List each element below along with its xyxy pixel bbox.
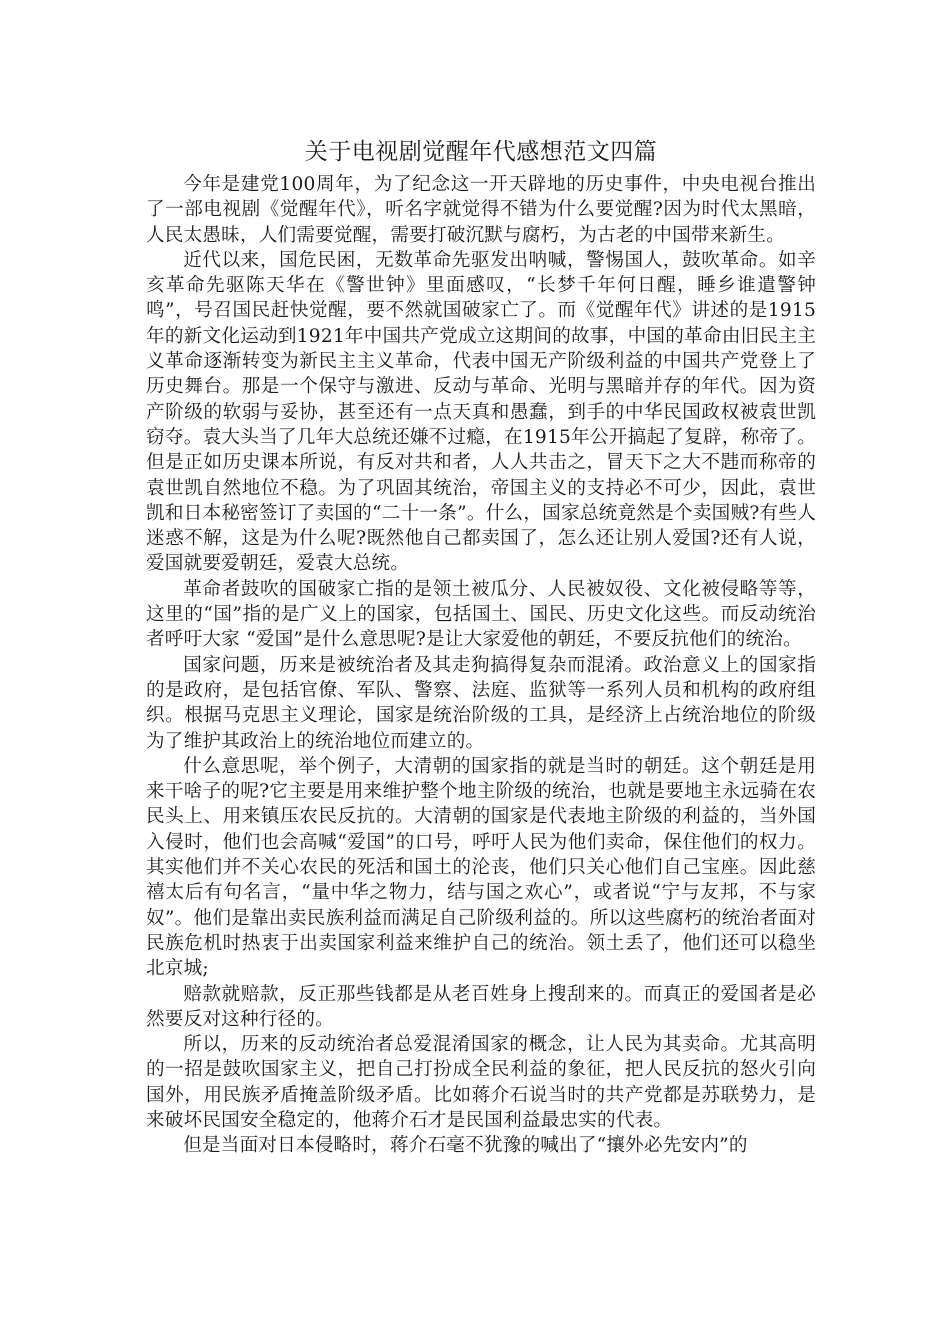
paragraph-7: 所以，历来的反动统治者总爱混淆国家的概念，让人民为其卖命。尤其高明的一招是鼓吹国家主义，把自己打扮成全民利益的象征，把人民反抗的怒火引向国外，用民族矛盾掩盖阶级矛盾。比如蒋介石说当时的共产党都是苏联势力，是来破坏民国安全稳定的，他蒋介石才是民国利益最忠实的代表。 xyxy=(146,1034,816,1131)
paragraph-6: 赔款就赔款，反正那些钱都是从老百姓身上搜刮来的。而真正的爱国者是必然要反对这种行径的。 xyxy=(146,983,816,1030)
paragraph-8: 但是当面对日本侵略时，蒋介石毫不犹豫的喊出了“攘外必先安内”的 xyxy=(183,1135,748,1157)
paragraph-1: 今年是建党100周年，为了纪念这一开天辟地的历史事件，中央电视台推出了一部电视剧《觉醒年代》，听名字就觉得不错为什么要觉醒?因为时代太黑暗，人民太愚昧，人们需要觉醒，需要打破沉默与腐朽，为古老的中国带来新生。 xyxy=(146,174,816,246)
paragraph-3: 革命者鼓吹的国破家亡指的是领土被瓜分、人民被奴役、文化被侵略等等，这里的“国”指的是广义上的国家，包括国土、国民、历史文化这些。而反动统治者呼吁大家 “爱国”是什么意思呢?是让大家爱他的朝廷，不要反抗他们的统治。 xyxy=(146,578,816,651)
document-title: 关于电视剧觉醒年代感想范文四篇 xyxy=(304,139,658,165)
paragraph-2: 近代以来，国危民困，无数革命先驱发出呐喊，警惕国人，鼓吹革命。如辛亥革命先驱陈天华在《警世钟》里面感叹，“长梦千年何日醒，睡乡谁遣警钟鸣”，号召国民赶快觉醒，要不然就国破家亡了。而《觉醒年代》讲述的是1915年的新文化运动到1921年中国共产党成立这期间的故事，中国的革命由旧民主主义革命逐渐转变为新民主主义革命，代表中国无产阶级利益的中国共产党登上了历史舞台。那是一个保守与激进、反动与革命、光明与黑暗并存的年代。因为资产阶级的软弱与妥协，甚至还有一点天真和愚蠢，到手的中华民国政权被袁世凯窃夺。袁大头当了几年大总统还嫌不过瘾，在1915年公开搞起了复辟，称帝了。但是正如历史课本所说，有反对共和者，人人共击之，冒天下之大不韪而称帝的袁世凯自然地位不稳。为了巩固其统治，帝国主义的支持必不可少，因此，袁世凯和日本秘密签订了卖国的“二十一条”。什么，国家总统竟然是个卖国贼?有些人迷惑不解，这是为什么呢?既然他自己都卖国了，怎么还让别人爱国?还有人说，爱国就要爱朝廷，爱袁大总统。 xyxy=(146,249,816,575)
document-page xyxy=(146,132,816,1159)
paragraph-5: 什么意思呢，举个例子，大清朝的国家指的就是当时的朝廷。这个朝廷是用来干啥子的呢?它主要是用来维护整个地主阶级的统治，也就是要地主永远骑在农民头上、用来镇压农民反抗的。大清朝的国家是代表地主阶级的利益的，当外国入侵时，他们也会高喊“爱国”的口号，呼吁人民为他们卖命，保住他们的权力。其实他们并不关心农民的死活和国土的沦丧，他们只关心他们自己宝座。因此慈禧太后有句名言，“量中华之物力，结与国之欢心”，或者说“宁与友邦，不与家奴”。他们是靠出卖民族利益而满足自己阶级利益的。所以这些腐朽的统治者面对民族危机时热衷于出卖国家利益来维护自己的统治。领土丢了，他们还可以稳坐北京城; xyxy=(146,755,816,980)
paragraph-4: 国家问题，历来是被统治者及其走狗搞得复杂而混淆。政治意义上的国家指的是政府，是包括官僚、军队、警察、法庭、监狱等一系列人员和机构的政府组织。根据马克思主义理论，国家是统治阶级的工具，是经济上占统治地位的阶级为了维护其政治上的统治地位而建立的。 xyxy=(146,654,816,752)
